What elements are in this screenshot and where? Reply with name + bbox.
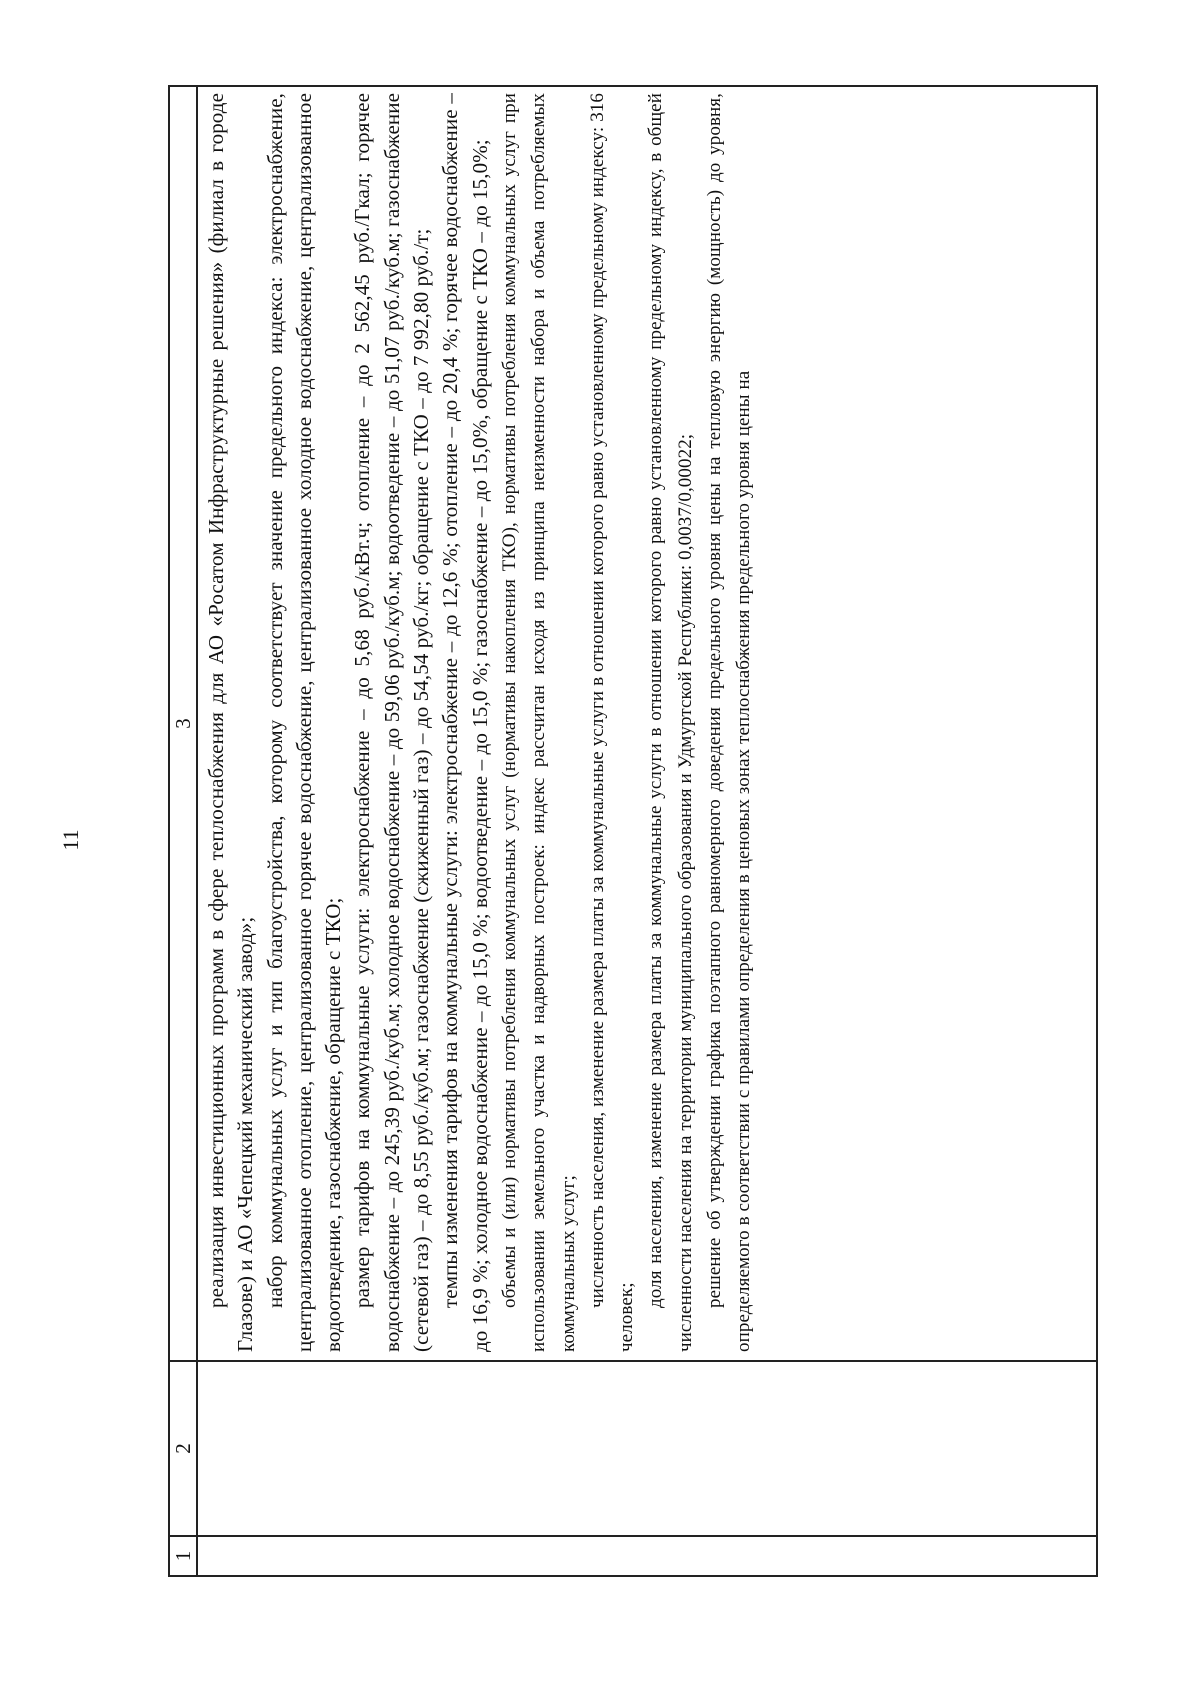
- rotated-table-container: [168, 85, 1098, 1577]
- content-cell-2: [197, 1361, 1097, 1536]
- header-cell-2: 2: [169, 1361, 197, 1536]
- document-table: [168, 85, 1098, 1577]
- document-table-frame: [168, 85, 1098, 1577]
- paragraph-tariff-growth-rates: темпы изменения тарифов на коммунальные услуги: электроснабжение – до 12,6 %; отопление – до 20,4 %; горячее водоснабжение – до 16,9 %; холодное водоснабжение – до 15,0 %; водоотведение – до 15,0 %; газоснабжение – до 15,0%, обращение с ТКО – до 15,0%;: [438, 93, 492, 1352]
- paragraph-consumption-volumes: объемы и (или) нормативы потребления коммунальных услуг (нормативы накопления ТКО), нормативы потребления коммунальных услуг при использовании земельного участка и надворных построек: индекс рассчитан исходя из принципа неизменности набора и объема потребляемых коммунальных услуг;: [498, 93, 579, 1352]
- page-number: 11: [58, 829, 83, 851]
- table-header-row: [169, 86, 197, 1576]
- table-content-row: [197, 86, 1097, 1576]
- paragraph-tariff-sizes: размер тарифов на коммунальные услуги: электроснабжение – до 5,68 руб./кВт.ч; отопление – до 2 562,45 руб./Гкал; горячее водоснабжение – до 245,39 руб./куб.м; холодное водоснабжение – до 59,06 руб./куб.м; водоотведение – до 51,07 руб./куб.м; газоснабжение (сетевой газ) – до 8,55 руб./куб.м; газоснабжение (сжиженный газ) – до 54,54 руб./кг; обращение с ТКО – до 7 992,80 руб./т;: [350, 93, 434, 1352]
- paragraph-population-share: доля населения, изменение размера платы за коммунальные услуги в отношении которого равно установленному предельному индексу, в общей численности населения на территории муниципального образования и Удмуртской Республики: 0,0037/0,00022;: [645, 93, 696, 1352]
- paragraph-heat-price-schedule: решение об утверждении графика поэтапного равномерного доведения предельного уровня цены на тепловую энергию (мощность) до уровня, определяемого в соответствии с правилами определения в ценовых зонах теплоснабжения предельного уровня цены на: [704, 93, 755, 1352]
- header-cell-3: 3: [169, 86, 197, 1361]
- content-cell-3: [197, 86, 1097, 1361]
- content-cell-1: [197, 1536, 1097, 1576]
- header-cell-1: 1: [169, 1536, 197, 1576]
- paragraph-utility-set: набор коммунальных услуг и тип благоустройства, которому соответствует значение предельного индекса: электроснабжение, централизованное отопление, централизованное горячее водоснабжение, централизованное холодное водоснабжение, централизованное водоотведение, газоснабжение, обращение с ТКО;: [262, 93, 346, 1352]
- paragraph-investment-programs: реализация инвестиционных программ в сфере теплоснабжения для АО «Росатом Инфраструктурные решения» (филиал в городе Глазове) и АО «Чепецкий механический завод»;: [204, 93, 258, 1352]
- paragraph-population-count: численность населения, изменение размера платы за коммунальные услуги в отношении которого равно установленному предельному индексу: 316 человек;: [586, 93, 638, 1352]
